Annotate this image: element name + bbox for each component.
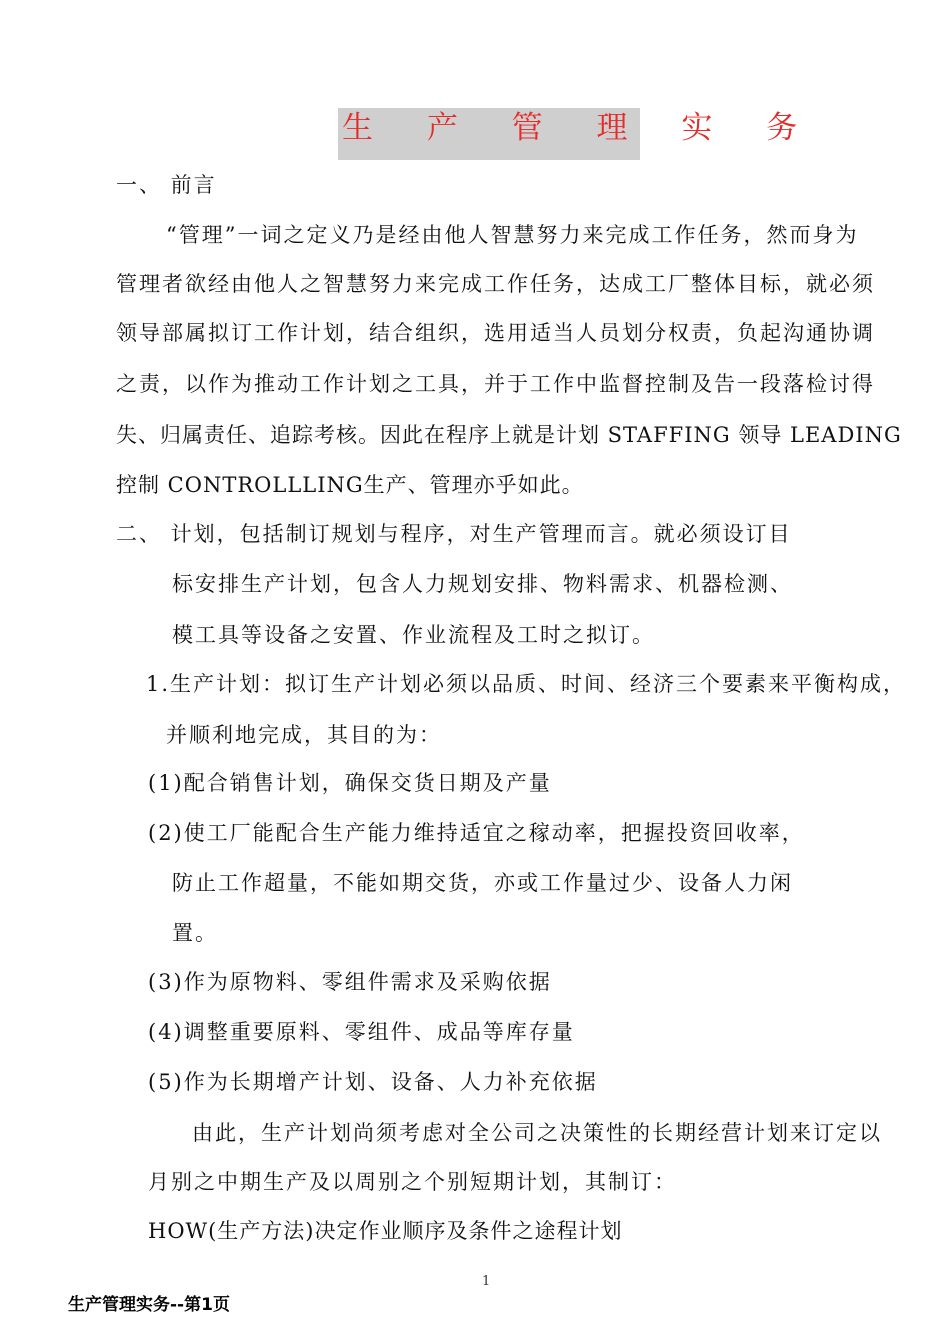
paragraph-line: 领导部属拟订工作计划，结合组织，选用适当人员划分权责，负起沟通协调 — [116, 321, 875, 345]
page-footer: 生产管理实务--第1页 — [68, 1295, 230, 1315]
paragraph-line: 管理者欲经由他人之智慧努力来完成工作任务，达成工厂整体目标，就必须 — [116, 272, 875, 296]
paragraph-line: 控制 CONTROLLLING生产、管理亦乎如此。 — [116, 473, 584, 497]
paragraph-line: HOW(生产方法)决定作业顺序及条件之途程计划 — [148, 1219, 623, 1243]
list-item: (3)作为原物料、零组件需求及采购依据 — [148, 970, 552, 994]
paragraph-line: 标安排生产计划，包含人力规划安排、物料需求、机器检测、 — [172, 572, 793, 596]
list-item: (1)配合销售计划，确保交货日期及产量 — [148, 771, 552, 795]
section-heading-plan: 二、 计划，包括制订规划与程序，对生产管理而言。就必须设订目 — [116, 522, 792, 546]
list-item-heading: 1.生产计划：拟订生产计划必须以品质、时间、经济三个要素来平衡构成， — [146, 672, 907, 696]
list-item: (4)调整重要原料、零组件、成品等库存量 — [148, 1020, 575, 1044]
section-heading-preface: 一、 前言 — [116, 173, 217, 197]
paragraph-line: 置。 — [172, 921, 218, 945]
paragraph-line: 由此，生产计划尚须考虑对全公司之决策性的长期经营计划来订定以 — [192, 1121, 882, 1145]
paragraph-line: 失、归属责任、追踪考核。因此在程序上就是计划 STAFFING 领导 LEADING — [116, 423, 902, 447]
paragraph-line: 并顺利地完成，其目的为： — [166, 723, 442, 747]
document-title: 生 产 管 理 实 务 — [342, 110, 820, 146]
list-item: (2)使工厂能配合生产能力维持适宜之稼动率，把握投资回收率， — [148, 821, 805, 845]
paragraph-line: 月别之中期生产及以周别之个别短期计划，其制订： — [148, 1170, 677, 1194]
paragraph-line: 防止工作超量，不能如期交货，亦或工作量过少、设备人力闲 — [172, 871, 793, 895]
paragraph-line: 模工具等设备之安置、作业流程及工时之拟订。 — [172, 623, 655, 647]
paragraph-line: 之责，以作为推动工作计划之工具，并于工作中监督控制及告一段落检讨得 — [116, 372, 875, 396]
paragraph-line: “管理”一词之定义乃是经由他人智慧努力来完成工作任务，然而身为 — [166, 223, 859, 247]
list-item: (5)作为长期增产计划、设备、人力补充依据 — [148, 1070, 598, 1094]
page-number: 1 — [482, 1274, 491, 1289]
